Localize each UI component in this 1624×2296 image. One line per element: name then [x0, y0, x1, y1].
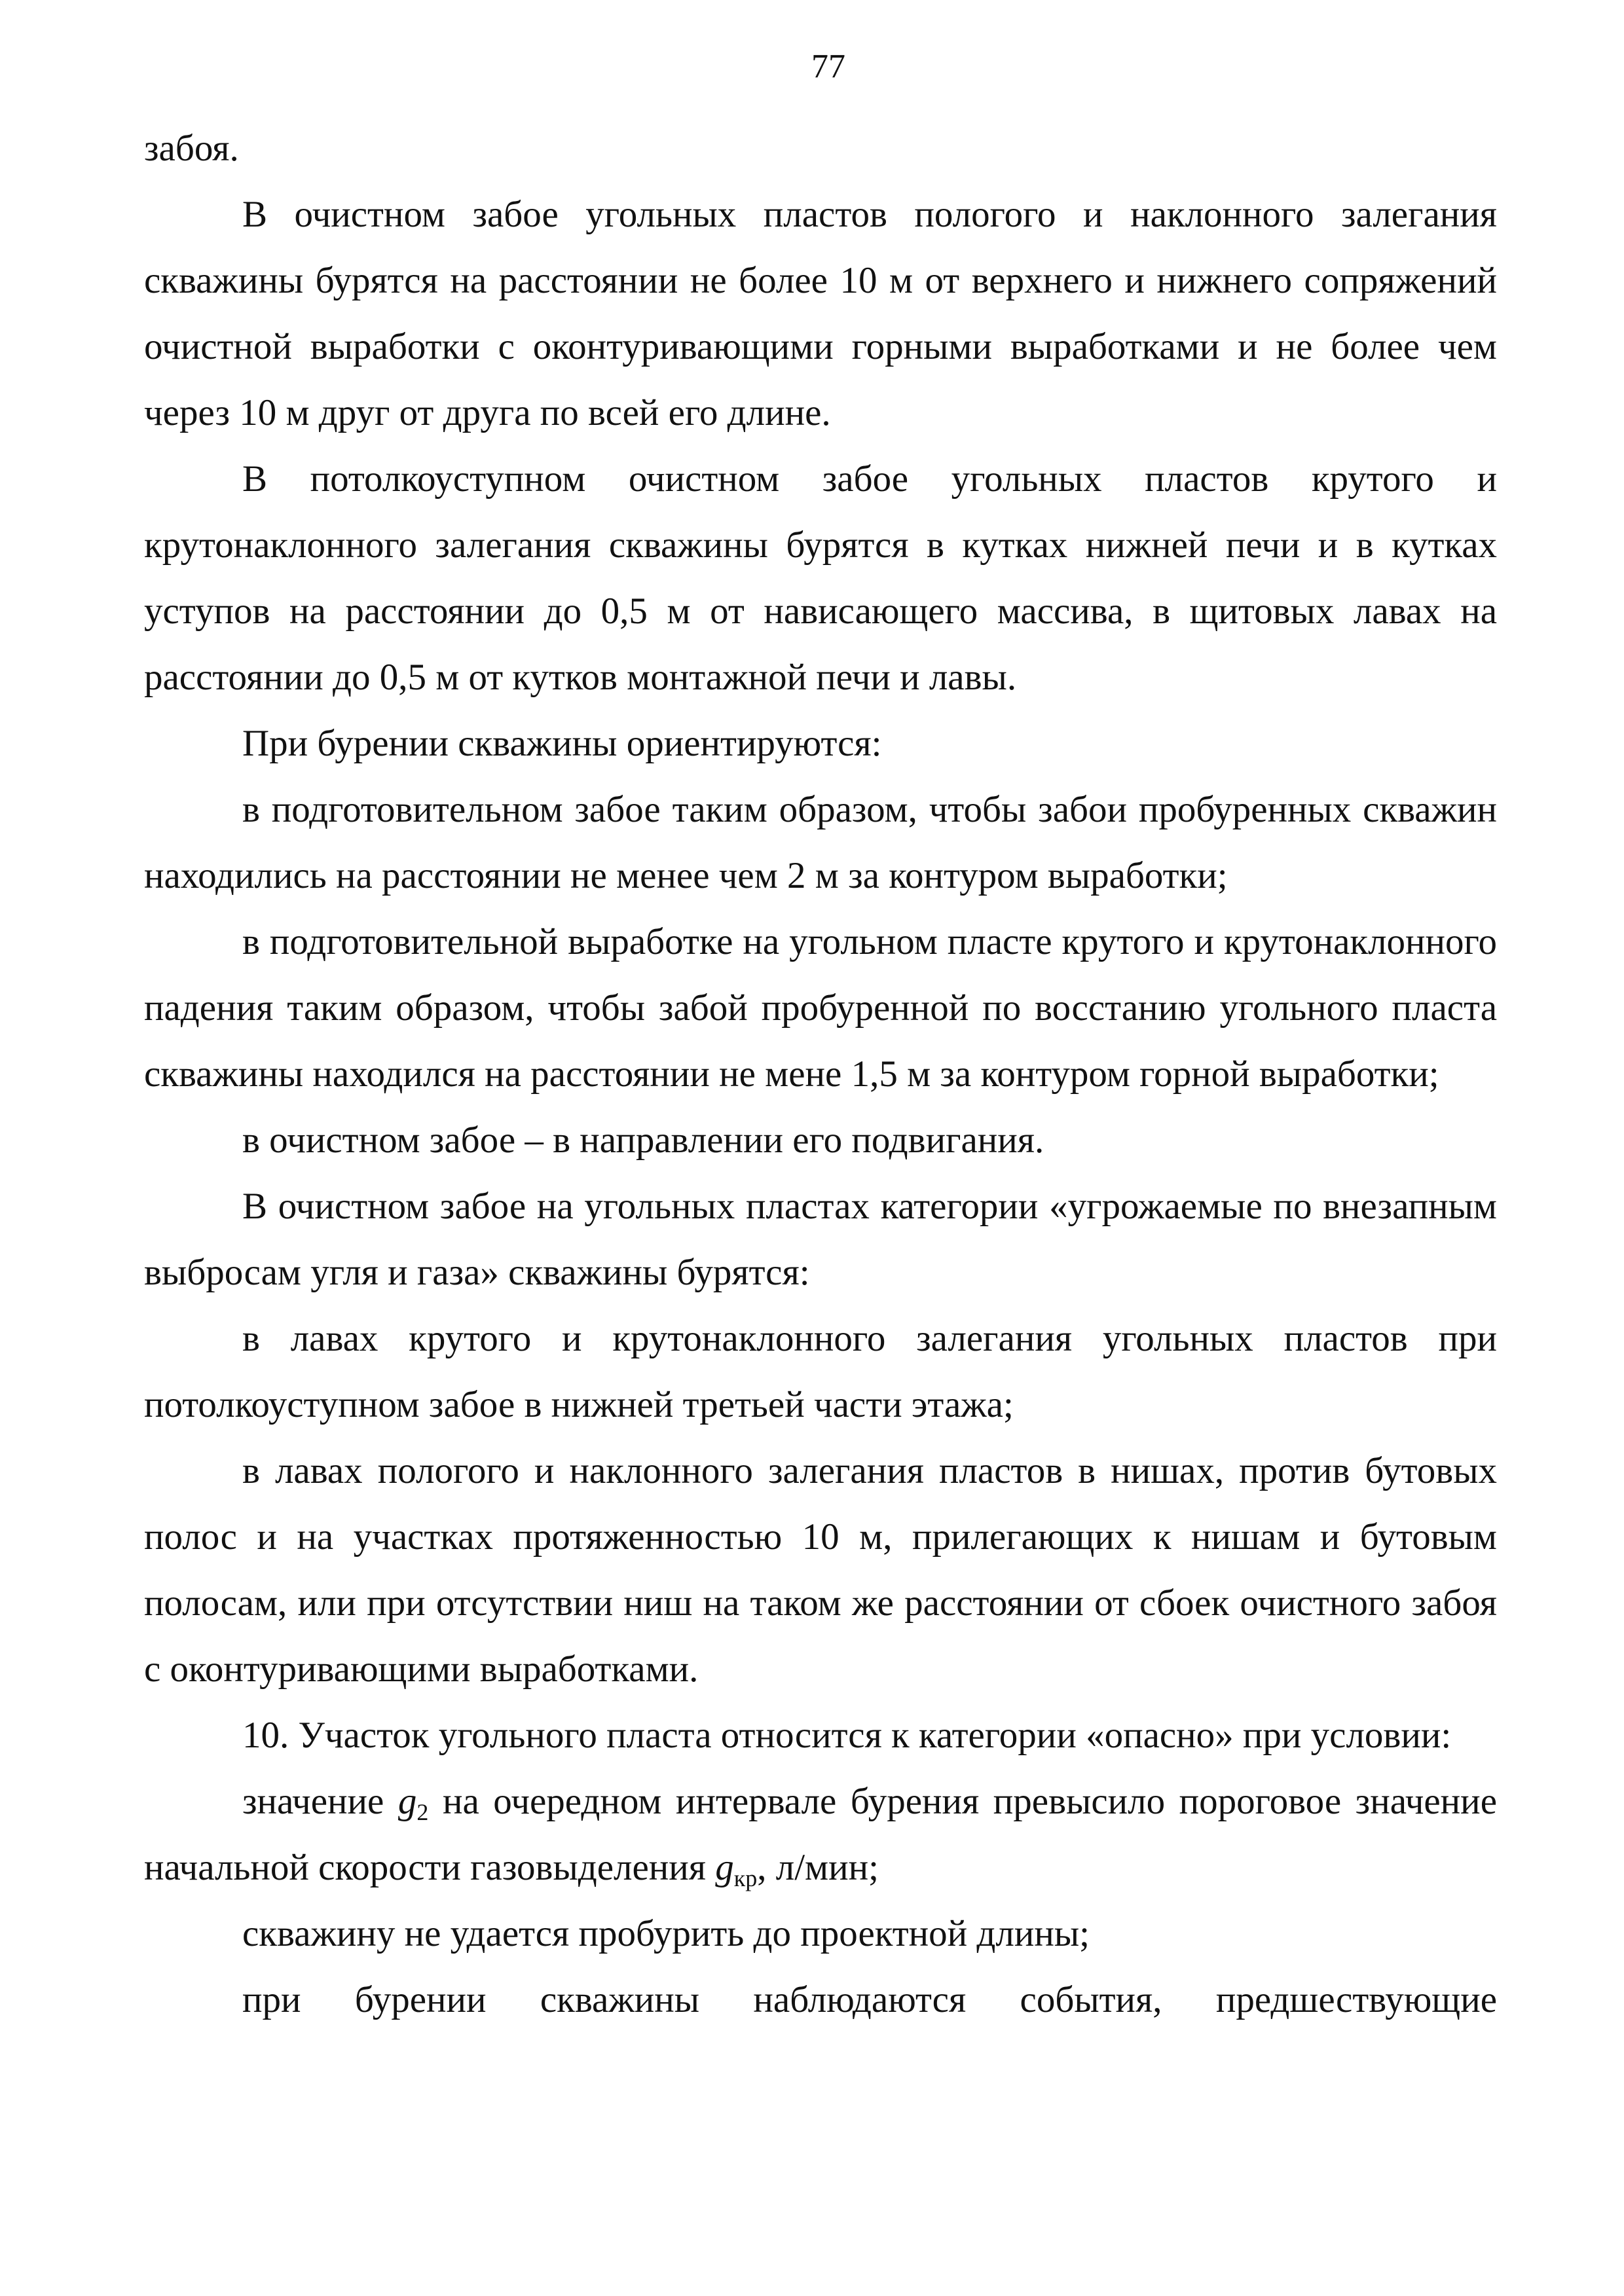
- variable-gkr: g: [715, 1847, 734, 1888]
- paragraph-continuation: забоя.: [144, 128, 239, 169]
- paragraph-preparatory-working: в подготовительной выработке на угольном пласте крутого и крутонаклонного падения таким образом, чтобы забой пробуренной по восстанию угольного пласта скважины находился на расстоянии не мене 1,5 м за контуром горной выработки;: [144, 921, 1497, 1095]
- paragraph-steep-longwalls: в лавах крутого и крутонаклонного залегания угольных пластов при потолкоуступном забое в нижней третьей части этажа;: [144, 1318, 1497, 1425]
- paragraph-stepped-face: В потолкоуступном очистном забое угольных пластов крутого и крутонаклонного залегания скважины бурятся в кутках нижней печи и в кутках уступов на расстоянии до 0,5 м от нависающего массива, в щитовых лавах на расстоянии до 0,5 м от кутков монтажной печи и лавы.: [144, 458, 1497, 698]
- variable-g2-subscript: 2: [416, 1799, 429, 1825]
- gas-threshold-text-before: значение: [242, 1781, 398, 1822]
- paragraph-drilling-distance: В очистном забое угольных пластов пологого и наклонного залегания скважины бурятся на расстоянии не более 10 м от верхнего и нижнего сопряжений очистной выработки с оконтуривающими горными выработками и не более чем через 10 м друг от друга по всей его длине.: [144, 194, 1497, 433]
- paragraph-cleaning-face: в очистном забое – в направлении его подвигания.: [242, 1120, 1044, 1161]
- paragraph-item-10: 10. Участок угольного пласта относится к категории «опасно» при условии:: [242, 1715, 1452, 1756]
- paragraph-gas-threshold: [144, 1768, 1497, 1901]
- gas-threshold-text-middle: на очередном интервале бурения превысило пороговое значение начальной скорости газовыделения: [144, 1781, 1497, 1888]
- body-text: [144, 115, 1497, 2033]
- page-number: 77: [811, 48, 845, 85]
- paragraph-flat-longwalls: в лавах пологого и наклонного залегания пластов в нишах, против бутовых полос и на участках протяженностью 10 м, прилегающих к нишам и бутовым полосам, или при отсутствии ниш на таком же расстоянии от сбоек очистного забоя с оконтуривающими выработками.: [144, 1450, 1497, 1690]
- paragraph-design-length: скважину не удается пробурить до проектной длины;: [242, 1913, 1090, 1954]
- gas-threshold-text-after: , л/мин;: [757, 1847, 879, 1888]
- paragraph-preparatory-face: в подготовительном забое таким образом, чтобы забои пробуренных скважин находились на расстоянии не менее чем 2 м за контуром выработки;: [144, 789, 1497, 896]
- paragraph-orientation-intro: При бурении скважины ориентируются:: [242, 723, 882, 764]
- variable-gkr-subscript: кр: [733, 1865, 758, 1891]
- variable-g2: g: [397, 1781, 417, 1822]
- paragraph-threatened-seams: В очистном забое на угольных пластах категории «угрожаемые по внезапным выбросам угля и газа» скважины бурятся:: [144, 1186, 1497, 1293]
- paragraph-events: при бурении скважины наблюдаются события, предшествующие: [242, 1979, 1497, 2020]
